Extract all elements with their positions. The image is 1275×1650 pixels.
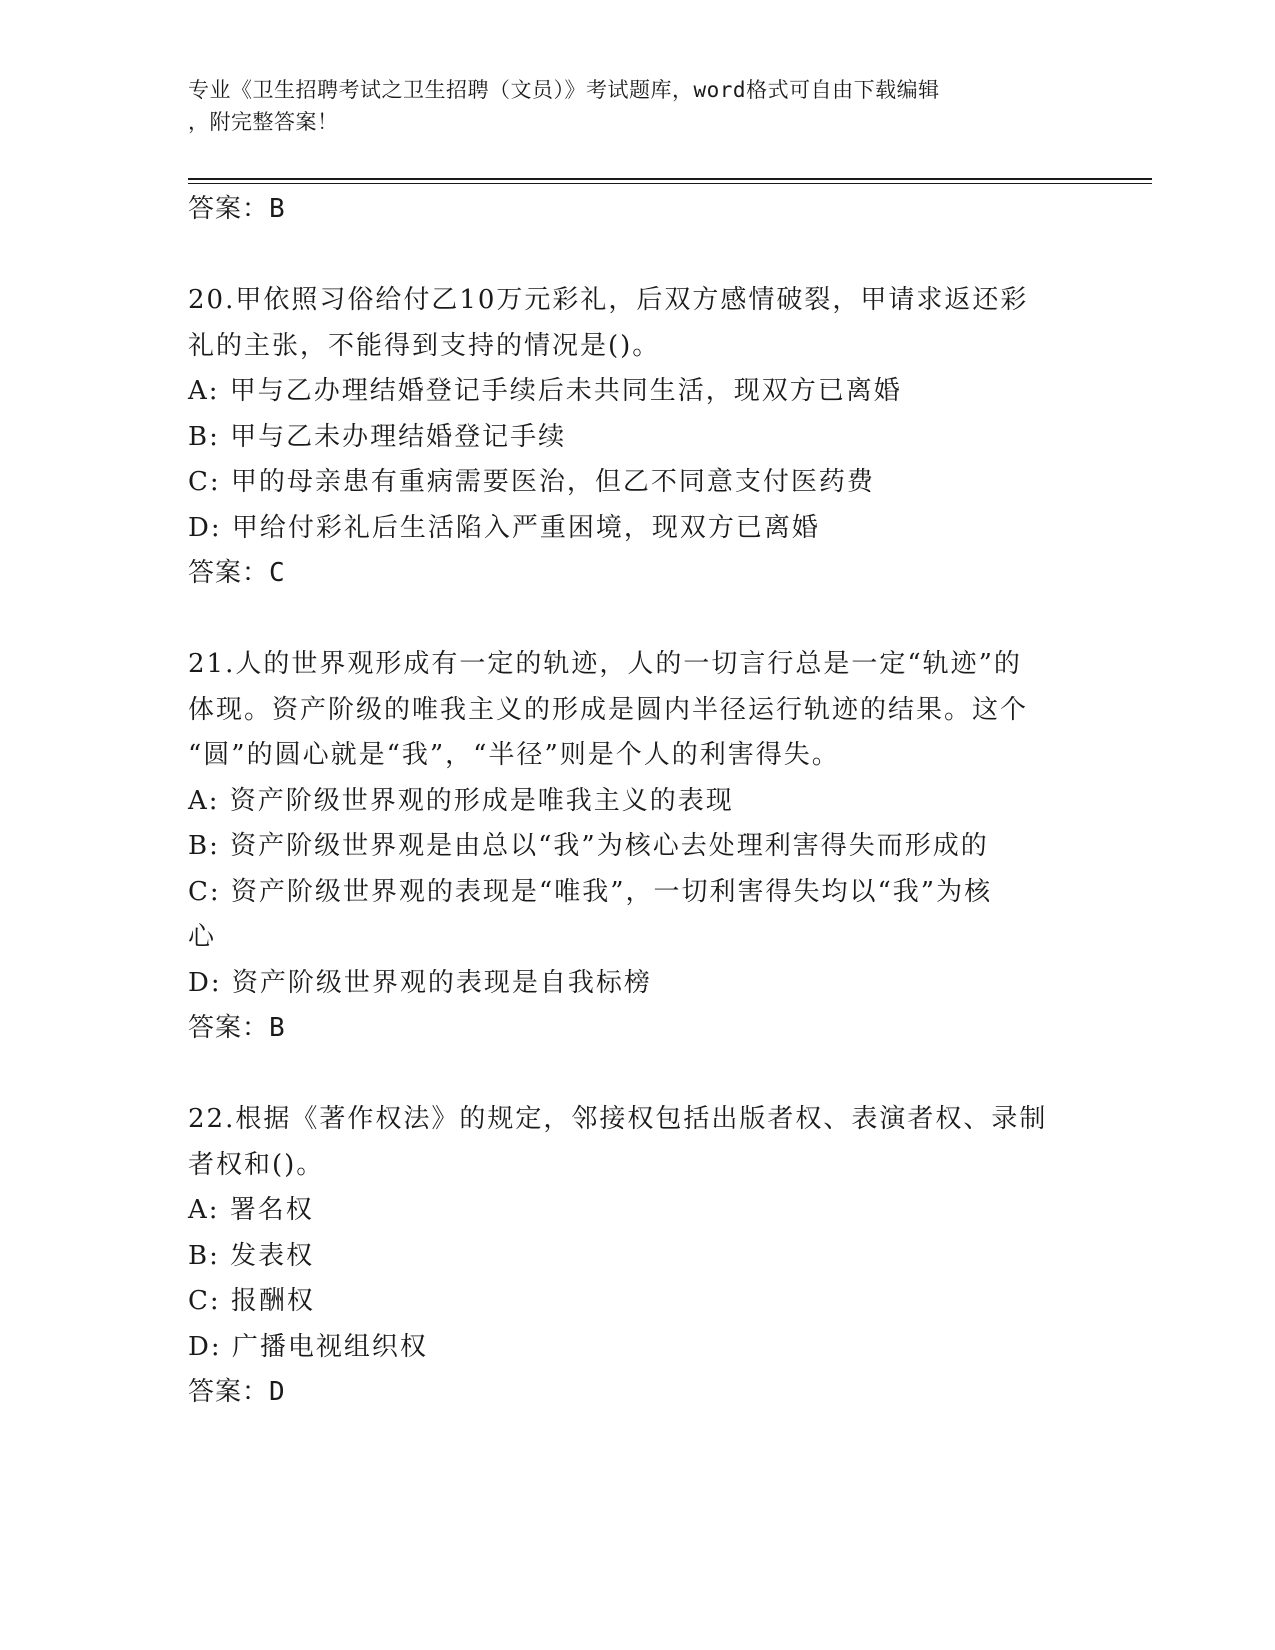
answer-line	[188, 1370, 1088, 1416]
document-header	[188, 74, 1088, 138]
spacer	[188, 597, 1088, 643]
question-stem-line: 体现。资产阶级的唯我主义的形成是圆内半径运行轨迹的结果。这个	[188, 694, 1029, 725]
answer-line	[188, 551, 1088, 597]
answer-prefix: 答案：	[188, 1377, 270, 1407]
header-divider-thick	[188, 178, 1152, 180]
question-block	[188, 278, 1088, 597]
question-stem-line: “圆”的圆心就是“我”，“半径”则是个人的利害得失。	[188, 740, 840, 770]
question-list	[188, 187, 1088, 1416]
question-stem-line: 礼的主张，不能得到支持的情况是()。	[188, 330, 661, 361]
answer-value: D	[269, 1377, 286, 1407]
header-divider-thin	[188, 183, 1152, 184]
answer-prefix: 答案：	[188, 1013, 270, 1043]
option-b: B: 甲与乙未办理结婚登记手续	[188, 421, 567, 452]
option-a: A: 署名权	[188, 1195, 314, 1225]
option-c: C: 报酬权	[188, 1286, 315, 1316]
answer-prefix: 答案：	[188, 194, 270, 224]
option-c-continuation: 心	[188, 922, 217, 952]
answer-value: B	[269, 194, 286, 224]
answer-value: B	[269, 1013, 286, 1043]
question-block	[188, 1097, 1088, 1416]
question-stem-line: 21.人的世界观形成有一定的轨迹，人的一切言行总是一定“轨迹”的	[188, 649, 1022, 679]
question-stem-line: 者权和()。	[188, 1149, 325, 1180]
answer-prefix: 答案：	[188, 558, 270, 588]
answer-line	[188, 187, 1088, 233]
option-c: C: 甲的母亲患有重病需要医治，但乙不同意支付医药费	[188, 467, 875, 497]
option-c: C: 资产阶级世界观的表现是“唯我”，一切利害得失均以“我”为核	[188, 876, 993, 907]
answer-line	[188, 1006, 1088, 1052]
question-stem-line: 20.甲依照习俗给付乙10万元彩礼，后双方感情破裂，甲请求返还彩	[188, 285, 1029, 315]
option-d: D: 广播电视组织权	[188, 1331, 428, 1362]
option-b: B: 资产阶级世界观是由总以“我”为核心去处理利害得失而形成的	[188, 831, 989, 861]
option-b: B: 发表权	[188, 1240, 315, 1271]
header-line-2: ，附完整答案！	[188, 110, 339, 134]
option-a: A: 资产阶级世界观的形成是唯我主义的表现	[188, 785, 734, 816]
spacer	[188, 233, 1088, 279]
question-block	[188, 642, 1088, 1052]
option-a: A: 甲与乙办理结婚登记手续后未共同生活，现双方已离婚	[188, 376, 902, 406]
option-d: D: 甲给付彩礼后生活陷入严重困境，现双方已离婚	[188, 512, 820, 543]
option-d: D: 资产阶级世界观的表现是自我标榜	[188, 967, 652, 998]
question-stem-line: 22.根据《著作权法》的规定，邻接权包括出版者权、表演者权、录制	[188, 1104, 1048, 1134]
spacer	[188, 1052, 1088, 1098]
header-line-1: 专业《卫生招聘考试之卫生招聘（文员）》考试题库，word格式可自由下载编辑	[188, 78, 940, 102]
answer-value: C	[269, 558, 286, 588]
